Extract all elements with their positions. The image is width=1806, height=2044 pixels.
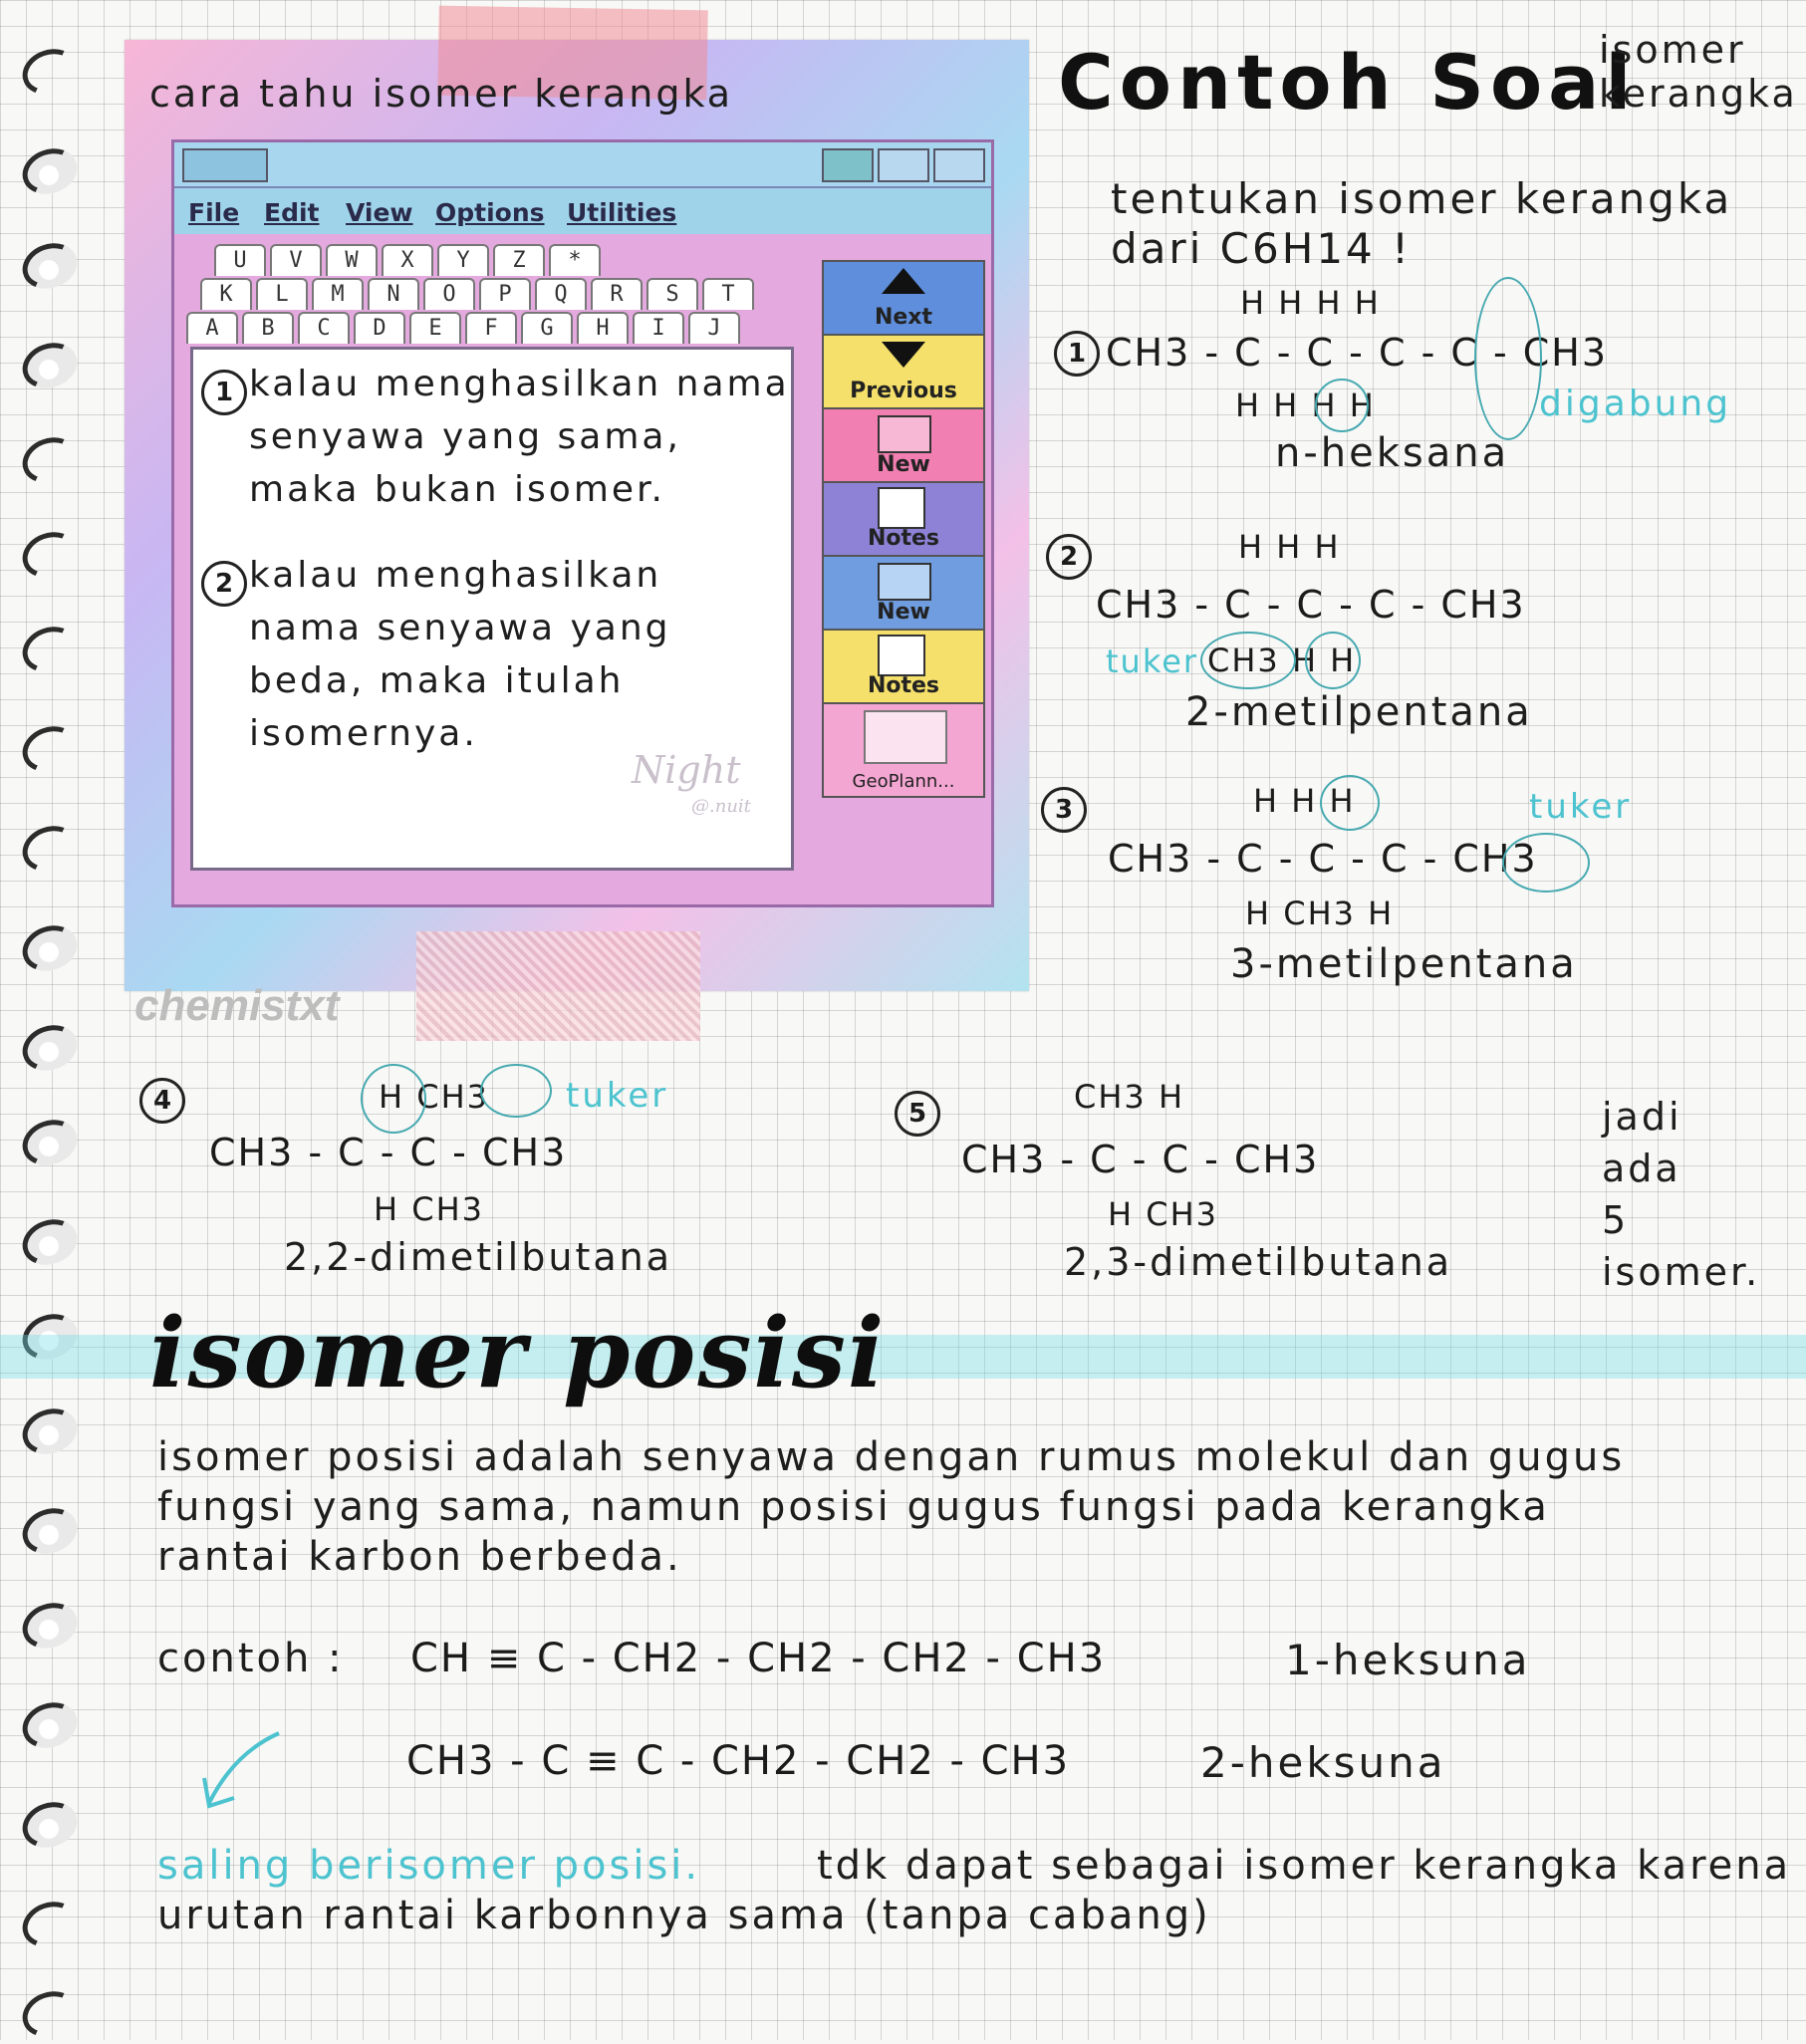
tab-w[interactable]: W	[326, 244, 378, 276]
tab-i[interactable]: I	[633, 312, 684, 344]
card-item-2-line: beda, maka itulah	[249, 660, 625, 701]
highlight-circle	[1320, 775, 1380, 831]
structure-4-bottom: H CH3	[374, 1190, 484, 1228]
tab-g[interactable]: G	[521, 312, 573, 344]
card-item-2-line: nama senyawa yang	[249, 608, 671, 648]
example-1-name: 1-heksuna	[1285, 1636, 1531, 1684]
structure-5-main: CH3 - C - C - CH3	[961, 1138, 1320, 1181]
structure-1-bottom: H H H H	[1235, 386, 1376, 424]
washi-tape-bottom	[416, 931, 700, 1041]
structure-5-name: 2,3-dimetilbutana	[1064, 1240, 1452, 1284]
structure-1-number: 1	[1054, 331, 1100, 377]
new-button[interactable]	[822, 407, 985, 483]
menu-edit[interactable]: Edit	[264, 198, 320, 227]
structure-5-number: 5	[895, 1091, 940, 1137]
tab-e[interactable]: E	[409, 312, 461, 344]
tab-u[interactable]: U	[214, 244, 266, 276]
question-line: tentukan isomer kerangka	[1111, 174, 1733, 223]
structure-2-number: 2	[1046, 534, 1092, 580]
highlight-circle	[1474, 277, 1542, 440]
question	[1111, 174, 1732, 274]
definition-line: isomer posisi adalah senyawa dengan rumus molekul dan gugus	[157, 1434, 1626, 1480]
folder-icon	[878, 415, 931, 453]
structure-4-note: tuker	[566, 1076, 669, 1116]
tab-f[interactable]: F	[465, 312, 517, 344]
up-triangle-icon	[882, 268, 925, 294]
notepad-icon	[878, 487, 925, 529]
example-1-formula: CH ≡ C - CH2 - CH2 - CH2 - CH3	[410, 1636, 1107, 1681]
card-item-1-number: 1	[201, 370, 247, 415]
card-item-2-number: 2	[201, 561, 247, 607]
structure-1-main: CH3 - C - C - C - C - CH3	[1106, 331, 1609, 375]
new-label: New	[877, 452, 930, 477]
tab-t[interactable]: T	[702, 278, 754, 310]
structure-1-note: digabung	[1539, 383, 1732, 424]
next-button[interactable]	[822, 260, 985, 336]
tab-m[interactable]: M	[312, 278, 364, 310]
minimize-icon[interactable]	[878, 148, 929, 182]
menu-bar	[174, 188, 991, 234]
menu-options[interactable]: Options	[435, 198, 545, 227]
keyboard-icon	[864, 710, 947, 764]
help-icon[interactable]	[822, 148, 874, 182]
tab-x[interactable]: X	[382, 244, 433, 276]
index-card	[190, 347, 794, 871]
window-menu-icon[interactable]	[182, 148, 268, 182]
footer-line-1: tdk dapat sebagai isomer kerangka karena	[817, 1843, 1792, 1889]
tab-l[interactable]: L	[256, 278, 308, 310]
card-item-1-line: kalau menghasilkan nama	[249, 364, 790, 404]
card-item-2-line: kalau menghasilkan	[249, 555, 662, 596]
tab-h[interactable]: H	[577, 312, 629, 344]
folder-icon	[878, 563, 931, 601]
structure-4-main: CH3 - C - C - CH3	[209, 1131, 568, 1174]
highlight-circle	[1200, 632, 1296, 689]
structure-2-main: CH3 - C - C - C - CH3	[1096, 583, 1526, 627]
footer-teal: saling berisomer posisi.	[157, 1843, 701, 1889]
structure-5-bottom: H CH3	[1108, 1195, 1218, 1233]
conclusion-line: 5	[1602, 1198, 1630, 1242]
highlight-circle	[480, 1064, 552, 1118]
tab-a[interactable]: A	[186, 312, 238, 344]
structure-3-bottom: H CH3 H	[1245, 894, 1395, 932]
window-titlebar	[174, 142, 991, 188]
conclusion-line: jadi	[1602, 1095, 1682, 1139]
night-logo: Night	[632, 748, 741, 792]
notes-label-2: Notes	[867, 673, 940, 698]
highlight-circle	[361, 1064, 426, 1134]
card-item-1-line: maka bukan isomer.	[249, 469, 665, 510]
menu-utilities[interactable]: Utilities	[567, 198, 677, 227]
tab-o[interactable]: O	[423, 278, 475, 310]
definition	[157, 1432, 1625, 1582]
geoplanner-button[interactable]	[822, 702, 985, 798]
app-window	[171, 139, 994, 907]
notes-button-2[interactable]	[822, 629, 985, 704]
highlight-circle	[1502, 833, 1590, 893]
definition-line: rantai karbon berbeda.	[157, 1534, 682, 1580]
highlight-circle	[1305, 632, 1361, 689]
tab-z[interactable]: Z	[493, 244, 545, 276]
conclusion-line: ada	[1602, 1147, 1681, 1190]
tab-k[interactable]: K	[200, 278, 252, 310]
arrow-icon	[194, 1728, 294, 1818]
definition-line: fungsi yang sama, namun posisi gugus fungsi pada kerangka	[157, 1484, 1550, 1530]
tabs-row-1	[214, 244, 605, 276]
tab-c[interactable]: C	[298, 312, 350, 344]
question-line: dari C6H14 !	[1111, 224, 1412, 273]
previous-label: Previous	[850, 379, 957, 403]
new-button-2[interactable]	[822, 555, 985, 631]
previous-button[interactable]	[822, 334, 985, 409]
example-2-name: 2-heksuna	[1200, 1738, 1446, 1787]
card-item-1-line: senyawa yang sama,	[249, 416, 681, 457]
maximize-icon[interactable]	[933, 148, 985, 182]
tabs-row-3	[186, 312, 744, 344]
tab-v[interactable]: V	[270, 244, 322, 276]
next-label: Next	[874, 305, 933, 330]
notes-button[interactable]	[822, 481, 985, 557]
tab-r[interactable]: R	[591, 278, 643, 310]
conclusion-note	[1602, 1091, 1760, 1298]
tab-y[interactable]: Y	[437, 244, 489, 276]
structure-3-main: CH3 - C - C - C - CH3	[1108, 837, 1538, 881]
notepad-icon	[878, 635, 925, 676]
structure-2-bottom: CH3 H H	[1207, 641, 1357, 679]
card-item-1	[249, 358, 790, 516]
structure-4-name: 2,2-dimetilbutana	[284, 1235, 672, 1279]
tab-star[interactable]: *	[549, 244, 601, 276]
tabs-row-2	[200, 278, 758, 310]
page-title: Contoh Soal	[1058, 38, 1638, 127]
title-side-line: isomer	[1599, 28, 1746, 72]
new-label-2: New	[877, 600, 930, 625]
structure-4-number: 4	[139, 1078, 185, 1124]
geoplanner-label: GeoPlann...	[852, 771, 955, 792]
sticker-header: cara tahu isomer kerangka	[149, 72, 734, 116]
structure-3-top: H H H	[1253, 782, 1356, 820]
highlight-circle	[1315, 379, 1369, 432]
tab-n[interactable]: N	[368, 278, 419, 310]
structure-2-name: 2-metilpentana	[1185, 689, 1533, 735]
example-label: contoh :	[157, 1636, 345, 1681]
tab-p[interactable]: P	[479, 278, 531, 310]
structure-4-top: H CH3	[379, 1078, 489, 1116]
structure-2-note: tuker	[1106, 642, 1199, 680]
footer-line-2: urutan rantai karbonnya sama (tanpa cabang)	[157, 1893, 1211, 1938]
structure-3-name: 3-metilpentana	[1230, 941, 1578, 987]
tab-j[interactable]: J	[688, 312, 740, 344]
structure-1-top: H H H H	[1240, 284, 1381, 322]
tab-s[interactable]: S	[646, 278, 698, 310]
card-item-2	[249, 549, 671, 760]
section-heading: isomer posisi	[149, 1297, 887, 1409]
structure-3-number: 3	[1041, 787, 1087, 833]
card-item-2-line: isomernya.	[249, 713, 478, 754]
menu-file[interactable]: File	[188, 198, 240, 227]
structure-5-top: CH3 H	[1074, 1078, 1184, 1116]
down-triangle-icon	[882, 342, 925, 368]
structure-2-top: H H H	[1238, 528, 1341, 566]
tab-d[interactable]: D	[354, 312, 405, 344]
tab-b[interactable]: B	[242, 312, 294, 344]
night-logo-sub: @.nuit	[691, 796, 751, 817]
title-side-line: kerangka	[1599, 72, 1798, 116]
notes-label: Notes	[867, 526, 940, 551]
watermark-chemistxt: chemistxt	[134, 981, 340, 1030]
example-2-formula: CH3 - C ≡ C - CH2 - CH2 - CH3	[406, 1738, 1071, 1784]
structure-1-name: n-heksana	[1275, 430, 1510, 476]
tab-q[interactable]: Q	[535, 278, 587, 310]
title-side-note	[1599, 28, 1798, 116]
menu-view[interactable]: View	[346, 198, 413, 227]
structure-3-note: tuker	[1529, 787, 1633, 827]
conclusion-line: isomer.	[1602, 1250, 1761, 1294]
